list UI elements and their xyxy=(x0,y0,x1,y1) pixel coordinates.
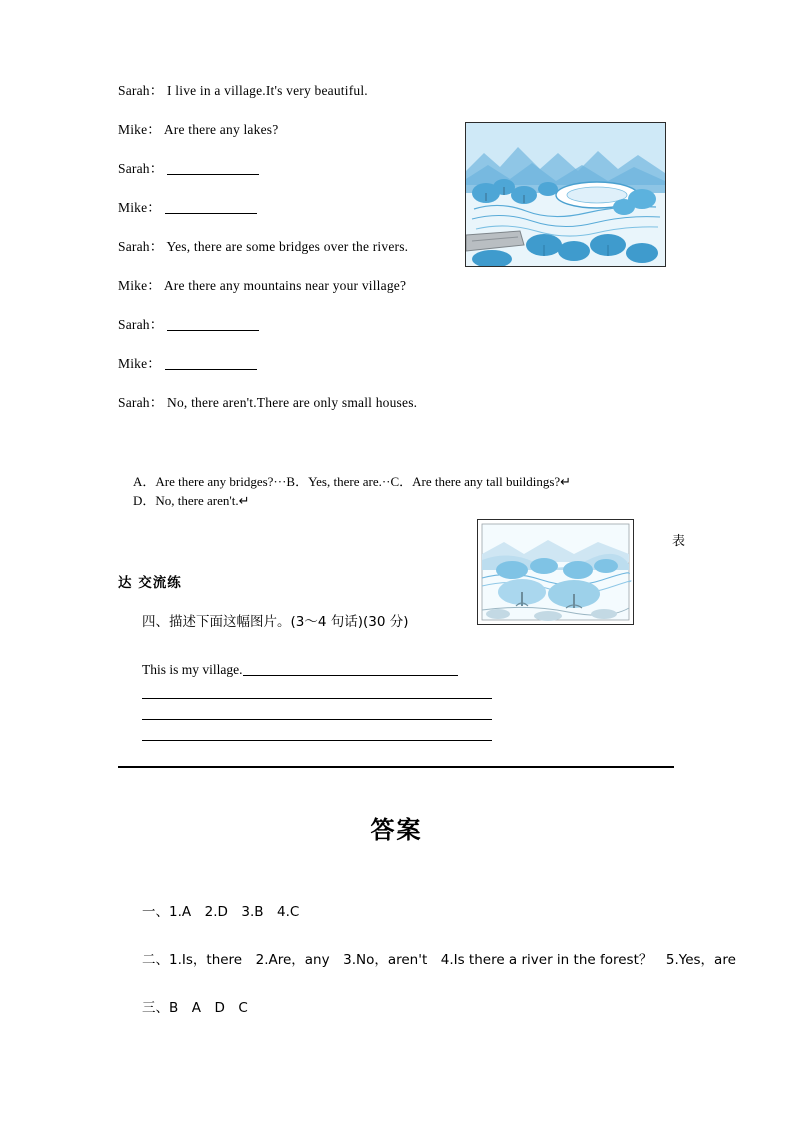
answer-row: 一、1.A 2.D 3.B 4.C xyxy=(142,904,300,920)
answers-list xyxy=(142,900,742,1044)
dialogue-speaker: Mike： xyxy=(118,122,161,137)
dialogue-speaker: Sarah： xyxy=(118,83,164,98)
dialogue-speaker: Sarah： xyxy=(118,161,164,176)
answer-row: 二、1.Is，there 2.Are，any 3.No，aren't 4.Is there a river in the forest？ 5.Yes，are xyxy=(142,952,736,968)
dialogue-line xyxy=(118,279,548,293)
dialogue-text: Yes, there are some bridges over the rivers. xyxy=(166,239,409,254)
dialogue-text: No, there aren't.There are only small houses. xyxy=(167,395,418,410)
dialogue-speaker: Mike： xyxy=(118,278,161,293)
writing-blank[interactable] xyxy=(142,720,492,741)
answer-blank[interactable] xyxy=(165,201,257,214)
answer-blank[interactable] xyxy=(165,357,257,370)
village-trees-svg xyxy=(478,520,633,624)
dialogue-line xyxy=(118,357,548,371)
writing-blank[interactable] xyxy=(243,662,458,676)
writing-blank[interactable] xyxy=(142,678,492,699)
option-line-1: A．Are there any bridges?···B．Yes, there are.··C．Are there any tall buildings?↵ xyxy=(133,474,572,489)
side-label-biao: 表 xyxy=(672,534,686,549)
dialogue-text: Are there any lakes? xyxy=(163,122,279,137)
options-block xyxy=(133,472,653,510)
option-line-2: D．No, there aren't.↵ xyxy=(133,493,250,508)
dialogue-text: Are there any mountains near your village? xyxy=(163,278,407,293)
writing-answer-area xyxy=(142,662,502,741)
question-4-prompt: 四、描述下面这幅图片。(3～4 句话)(30 分) xyxy=(142,614,409,630)
writing-prompt: This is my village. xyxy=(142,662,243,677)
answer-row: 三、B A D C xyxy=(142,1000,248,1016)
village-landscape-svg xyxy=(466,123,665,266)
section-divider xyxy=(118,766,674,768)
dialogue-line xyxy=(118,396,548,410)
answer-blank[interactable] xyxy=(167,162,259,175)
dialogue-line xyxy=(118,318,548,332)
dialogue-speaker: Sarah： xyxy=(118,395,164,410)
dialogue-speaker: Mike： xyxy=(118,356,161,371)
village-trees-illustration xyxy=(477,519,634,625)
dialogue-speaker: Mike： xyxy=(118,200,161,215)
dialogue-line xyxy=(118,84,548,98)
dialogue-text: I live in a village.It's very beautiful. xyxy=(167,83,368,98)
village-landscape-illustration xyxy=(465,122,666,267)
writing-first-line xyxy=(142,662,502,678)
writing-blank[interactable] xyxy=(142,699,492,720)
answers-title: 答案 xyxy=(370,816,423,844)
answer-blank[interactable] xyxy=(167,318,259,331)
dialogue-speaker: Sarah： xyxy=(118,239,164,254)
section-heading: 达 交流练 xyxy=(118,575,182,591)
dialogue-speaker: Sarah： xyxy=(118,317,164,332)
